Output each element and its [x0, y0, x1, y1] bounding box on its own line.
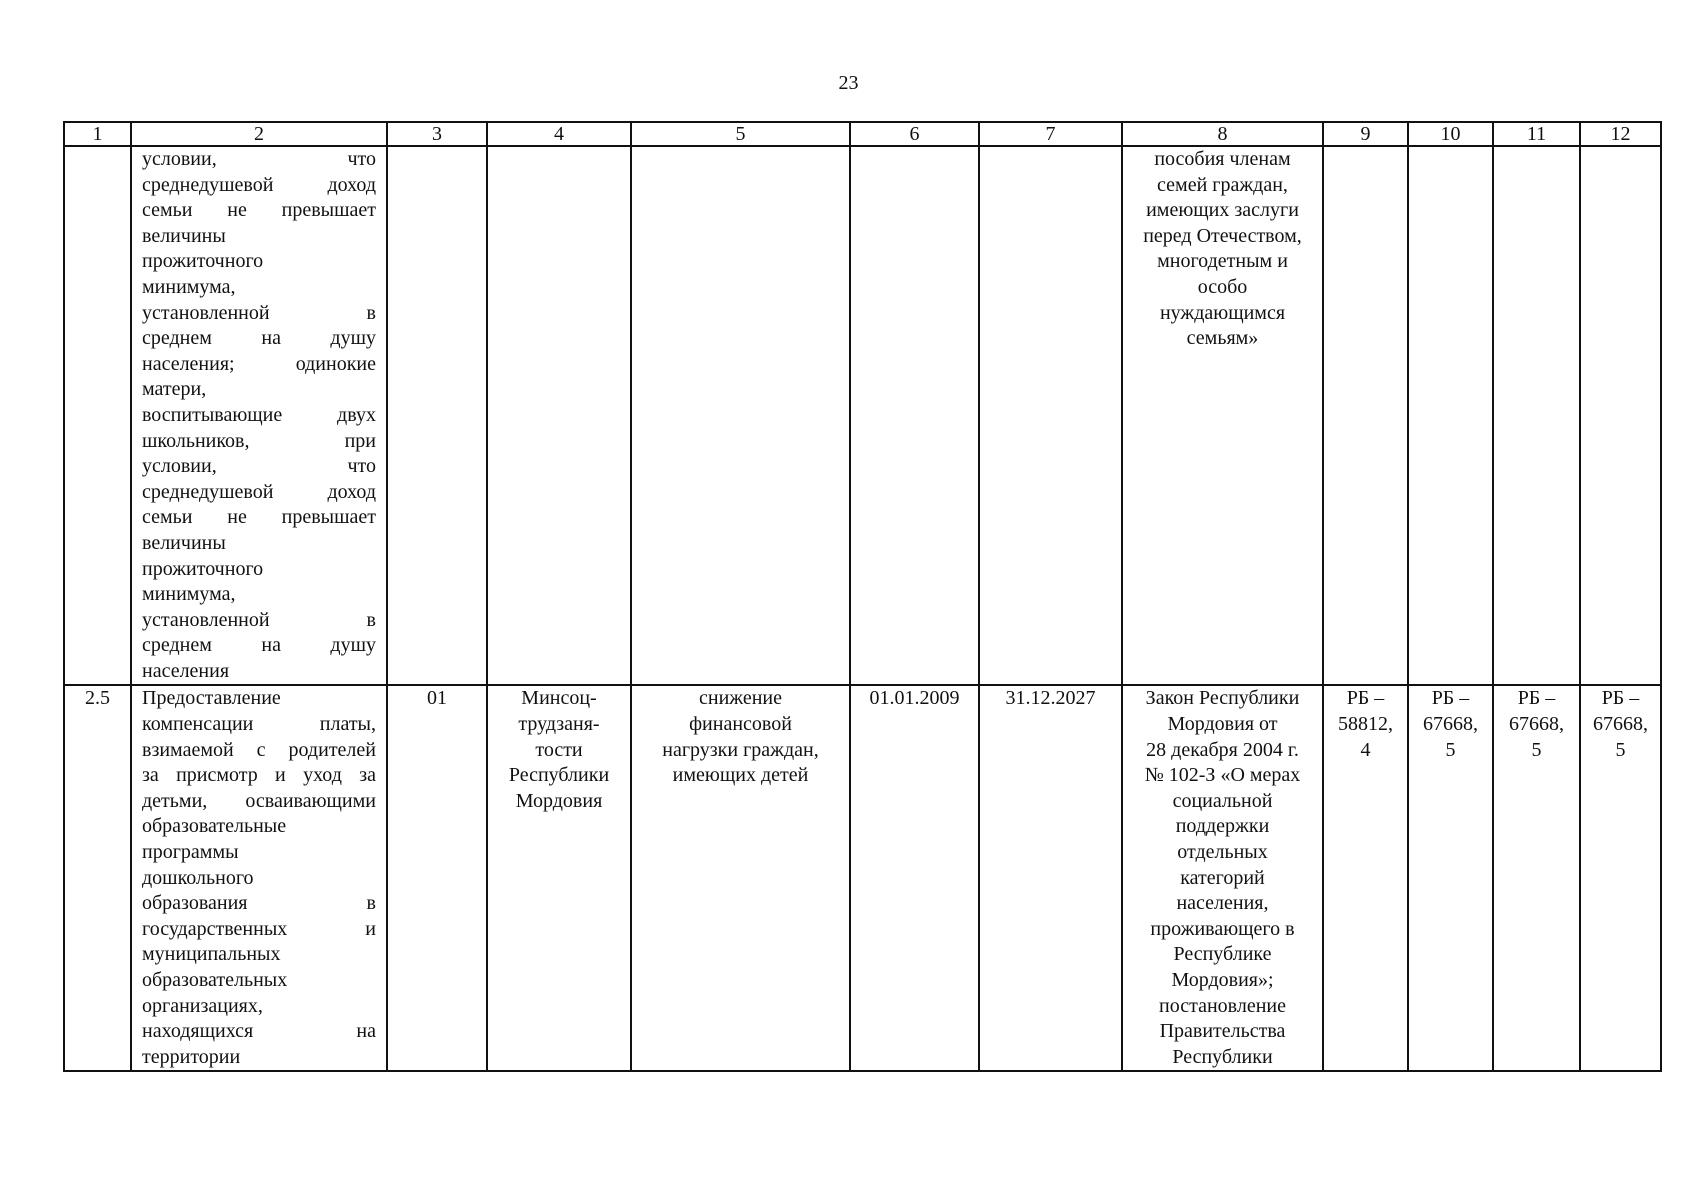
text-line: Мордовия от — [1167, 713, 1278, 736]
text-line: величины — [142, 531, 226, 554]
text-line: Правительства — [1159, 1020, 1286, 1043]
text-line: программы — [142, 841, 239, 864]
cell-code: 01 — [387, 685, 487, 1071]
text-line: семьям» — [1186, 327, 1259, 350]
text-line: поддержки — [1175, 815, 1270, 838]
column-header-10: 10 — [1408, 122, 1493, 146]
cell-funding-col10 — [1408, 685, 1493, 1071]
column-header-11: 11 — [1493, 122, 1580, 146]
text-line: 67668, — [1423, 713, 1478, 736]
text-line: установленной в — [142, 301, 376, 324]
text-line: взимаемой с родителей — [142, 738, 376, 761]
text-line: компенсации платы, — [142, 713, 376, 736]
text-line: муниципальных — [142, 943, 281, 966]
text-line: за присмотр и уход за — [142, 764, 376, 787]
text-line: матери, — [142, 378, 207, 401]
text-line: установленной в — [142, 608, 376, 631]
cell-continued-col7 — [979, 146, 1122, 685]
text-line: находящихся на — [142, 1020, 376, 1043]
text-line: постановление — [1159, 994, 1286, 1017]
column-header-4: 4 — [487, 122, 631, 146]
text-line: РБ – — [1517, 687, 1556, 710]
text-line: Республике — [1173, 943, 1272, 966]
text-line: 67668, — [1593, 713, 1648, 736]
text-line: образовательные — [142, 815, 287, 838]
text-line: проживающего в — [1150, 917, 1295, 940]
text-line: особо — [1197, 275, 1248, 298]
cell-funding-col12 — [1580, 685, 1661, 1071]
text-line: РБ – — [1431, 687, 1470, 710]
text-line: нагрузки граждан, — [662, 738, 819, 761]
text-line: снижение — [699, 687, 782, 710]
text-line: 28 декабря 2004 г. — [1146, 738, 1299, 761]
text-line: дошкольного — [142, 866, 254, 889]
text-line: населения — [142, 659, 230, 682]
cell-continued-col5 — [631, 146, 850, 685]
text-line: образовательных — [142, 969, 288, 991]
text-line: территории — [142, 1045, 241, 1068]
cell-continued-col4 — [487, 146, 631, 685]
text-line: населения, — [1176, 892, 1269, 915]
text-line: школьников, при — [142, 429, 376, 452]
text-line: перед Отечеством, — [1143, 224, 1302, 247]
cell-continued-col6 — [850, 146, 979, 685]
text-line: Мордовия — [515, 789, 603, 812]
table-row-continued — [64, 146, 1661, 685]
column-header-8: 8 — [1122, 122, 1323, 146]
cell-continued-col3 — [387, 146, 487, 685]
text-line: среднем на душу — [142, 327, 376, 350]
text-line: прожиточного — [142, 250, 264, 273]
text-line: тости — [535, 738, 583, 761]
text-line: детьми, осваивающими — [142, 789, 376, 812]
cell-continued-col9 — [1323, 146, 1408, 685]
text-line: категорий — [1180, 866, 1265, 889]
cell-expected-result — [631, 685, 850, 1071]
cell-item-number: 2.5 — [64, 685, 131, 1071]
text-line: государственных и — [142, 917, 376, 940]
text-line: минимума, — [142, 583, 236, 606]
text-line: 5 — [1445, 738, 1456, 761]
text-line: многодетным и — [1157, 250, 1288, 273]
text-line: 4 — [1360, 738, 1371, 761]
table-row-2-5 — [64, 685, 1661, 1071]
text-line: прожиточного — [142, 557, 264, 580]
text-line: семей граждан, — [1157, 173, 1288, 196]
cell-continued-col11 — [1493, 146, 1580, 685]
cell-continued-col12 — [1580, 146, 1661, 685]
cell-continued-description — [131, 146, 387, 685]
text-line: Республики — [508, 764, 610, 787]
column-header-9: 9 — [1323, 122, 1408, 146]
text-line: финансовой — [689, 713, 792, 736]
text-line: Мордовия»; — [1171, 969, 1274, 991]
text-line: среднедушевой доход — [142, 173, 376, 196]
program-table — [63, 121, 1662, 1072]
column-header-7: 7 — [979, 122, 1122, 146]
text-line: 58812, — [1338, 713, 1393, 736]
text-line: Минсоц- — [521, 687, 597, 710]
text-line: величины — [142, 224, 226, 247]
text-line: образования в — [142, 892, 376, 915]
column-header-1: 1 — [64, 122, 131, 146]
text-line: Республики — [1172, 1045, 1273, 1068]
cell-continued-legal-basis — [1122, 146, 1323, 685]
text-line: минимума, — [142, 275, 236, 298]
cell-continued-col1 — [64, 146, 131, 685]
text-line: нуждающимся — [1159, 301, 1286, 324]
text-line: имеющих заслуги — [1146, 199, 1299, 222]
cell-measure-description — [131, 685, 387, 1071]
column-header-3: 3 — [387, 122, 487, 146]
column-header-5: 5 — [631, 122, 850, 146]
column-header-6: 6 — [850, 122, 979, 146]
text-line: населения; одинокие — [142, 352, 376, 375]
text-line: РБ – — [1601, 687, 1640, 710]
text-line: пособия членам — [1154, 148, 1291, 170]
text-line: организациях, — [142, 994, 263, 1017]
text-line: Предоставление — [142, 687, 281, 710]
cell-start-date: 01.01.2009 — [850, 685, 979, 1071]
text-line: воспитывающие двух — [142, 403, 376, 426]
text-line: условии, что — [142, 148, 376, 170]
text-line: трудзаня- — [518, 713, 600, 736]
text-line: Закон Республики — [1145, 687, 1300, 710]
cell-legal-basis — [1122, 685, 1323, 1071]
text-line: 5 — [1531, 738, 1542, 761]
text-line: имеющих детей — [672, 764, 809, 787]
text-line: семьи не превышает — [142, 506, 376, 529]
text-line: № 102-З «О мерах — [1144, 764, 1301, 787]
column-header-12: 12 — [1580, 122, 1661, 146]
cell-continued-col10 — [1408, 146, 1493, 685]
text-line: РБ – — [1346, 687, 1385, 710]
text-line: социальной — [1172, 789, 1273, 812]
cell-funding-col11 — [1493, 685, 1580, 1071]
column-header-2: 2 — [131, 122, 387, 146]
text-line: 67668, — [1509, 713, 1564, 736]
cell-funding-col9 — [1323, 685, 1408, 1071]
cell-responsible-executor — [487, 685, 631, 1071]
cell-end-date: 31.12.2027 — [979, 685, 1122, 1071]
text-line: среднем на душу — [142, 634, 376, 657]
page-number: 23 — [838, 72, 859, 94]
text-line: отдельных — [1177, 841, 1268, 864]
column-number-header-row — [64, 122, 1661, 146]
text-line: среднедушевой доход — [142, 480, 376, 503]
text-line: семьи не превышает — [142, 199, 376, 222]
text-line: условии, что — [142, 455, 376, 478]
text-line: 5 — [1615, 738, 1626, 761]
